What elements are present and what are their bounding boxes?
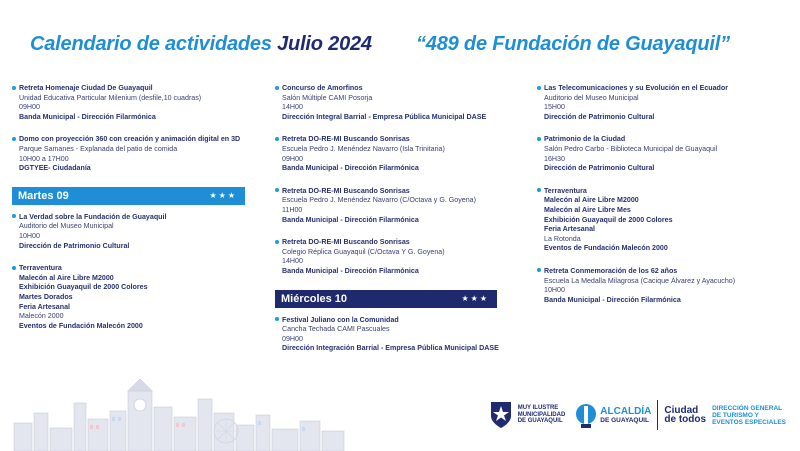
event-activity: Martes Dorados (19, 292, 73, 301)
dir-line: DIRECCIÓN GENERAL (712, 404, 783, 412)
event-item (12, 264, 270, 331)
dir-line: EVENTOS ESPECIALES (712, 418, 786, 426)
bullet-icon (537, 268, 541, 272)
event-location: Salón Pedro Carbo - Biblioteca Municipal de Guayaquil (544, 144, 718, 153)
footer-logos (478, 393, 786, 437)
event-title: Concurso de Amorfinos (282, 84, 363, 92)
event-title: Las Telecomunicaciones y su Evolución en el Ecuador (544, 84, 728, 92)
event-time: 10H00 (19, 231, 40, 240)
alcaldia-logo (575, 400, 706, 430)
event-location: Parque Samanes - Explanada del patio de comida (19, 144, 178, 153)
event-organizer: DGTYEE- Ciudadanía (19, 164, 91, 173)
direccion-turismo-text (712, 405, 786, 426)
event-activity: Exhibición Guayaquil de 2000 Colores (19, 283, 148, 292)
dir-line: DE TURISMO Y (712, 411, 759, 419)
event-organizer: Banda Municipal - Dirección Filarmónica (282, 164, 419, 173)
event-title: Terraventura (19, 264, 62, 273)
event-location: Escuela Pedro J. Menéndez Navarro (Isla Trinitaria) (282, 144, 445, 153)
column-3 (537, 84, 795, 318)
event-title: Domo con proyección 360 con creación y animación digital en 3D (19, 135, 241, 144)
event-title: Patrimonio de la Ciudad (544, 135, 626, 144)
event-activity: Feria Artesanal (19, 302, 70, 311)
event-activity: Malecón al Aire Libre M2000 (19, 273, 114, 282)
bullet-icon (275, 240, 279, 244)
event-time: 14H00 (282, 257, 303, 266)
event-time: 09H00 (19, 103, 40, 112)
day-label: Miércoles 10 (281, 292, 348, 305)
event-location: Cancha Techada CAMI Pascuales (282, 325, 390, 334)
event-activity: Malecón al Aire Libre Mes (544, 205, 631, 214)
event-item (275, 84, 533, 122)
event-time: 16H30 (544, 154, 565, 163)
event-organizer: Dirección de Patrimonio Cultural (544, 164, 655, 173)
bullet-icon (537, 137, 541, 141)
event-item (275, 187, 533, 225)
event-organizer: Dirección de Patrimonio Cultural (544, 112, 655, 121)
page-subtitle: “489 de Fundación de Guayaquil” (416, 33, 730, 55)
city-skyline-illustration (0, 373, 350, 451)
municipalidad-text (518, 405, 566, 425)
event-title: Festival Juliano con la Comunidad (282, 315, 399, 324)
event-item (275, 135, 533, 173)
event-activity: Malecón al Aire Libre M2000 (544, 196, 639, 205)
event-title: Terraventura (544, 186, 587, 195)
bullet-icon (275, 86, 279, 90)
alcaldia-subtitle: DE GUAYAQUIL (600, 416, 649, 424)
event-location: Unidad Educativa Particular Milenium (desfile,10 cuadras) (19, 93, 202, 102)
event-location: Malecón 2000 (19, 312, 64, 321)
event-item (12, 135, 270, 173)
event-title: Retreta DO-RE-MI Buscando Sonrisas (282, 238, 410, 247)
column-2 (275, 84, 533, 367)
event-item (275, 238, 533, 276)
event-time: 14H00 (282, 103, 303, 112)
event-location: La Rotonda (544, 234, 581, 243)
ciudad-line: de todos (664, 414, 707, 425)
event-location: Auditorio del Museo Municipal (544, 93, 639, 102)
bullet-icon (537, 188, 541, 192)
page-title (30, 33, 372, 56)
event-title: La Verdad sobre la Fundación de Guayaquil (19, 212, 167, 221)
event-time: 10H00 a 17H00 (19, 154, 69, 163)
event-location: Colegio Réplica Guayaquil (C/Octava Y G. Goyena) (282, 247, 445, 256)
event-organizer: Banda Municipal - Dirección Filarmónica (282, 215, 419, 224)
bullet-icon (12, 86, 16, 90)
event-title: Retreta DO-RE-MI Buscando Sonrisas (282, 186, 410, 195)
bullet-icon (275, 317, 279, 321)
municipalidad-logo (488, 400, 566, 430)
muni-line: DE GUAYAQUIL (517, 418, 563, 425)
event-organizer: Dirección Integración Barrial - Empresa Pública Municipal DASE (282, 344, 499, 353)
event-time: 10H00 (544, 286, 565, 295)
event-organizer: Banda Municipal - Dirección Filarmónica (544, 295, 681, 304)
event-time: 11H00 (282, 205, 303, 214)
event-time: 15H00 (544, 103, 565, 112)
event-time: 09H00 (282, 334, 303, 343)
event-item (537, 84, 795, 122)
event-organizer: Dirección Integral Barrial - Empresa Pública Municipal DASE (282, 112, 487, 121)
alcaldia-text (600, 407, 651, 424)
event-organizer: Banda Municipal - Dirección Filarmónica (282, 266, 419, 275)
event-item (537, 135, 795, 173)
bullet-icon (12, 266, 16, 270)
event-organizer: Dirección de Patrimonio Cultural (19, 241, 130, 250)
event-organizer: Eventos de Fundación Malecón 2000 (19, 321, 143, 330)
star-icons: ★★★ (461, 293, 489, 303)
bullet-icon (12, 137, 16, 141)
event-item (12, 84, 270, 122)
bullet-icon (275, 137, 279, 141)
day-label: Martes 09 (18, 189, 69, 202)
alcaldia-title: ALCALDÍA (600, 405, 652, 417)
muni-line: MUNICIPALIDAD (517, 411, 566, 418)
muni-line: MUY ILUSTRE (517, 405, 559, 412)
event-location: Auditorio del Museo Municipal (19, 222, 114, 231)
event-organizer: Banda Municipal - Dirección Filarmónica (19, 112, 156, 121)
event-item (12, 213, 270, 251)
bullet-icon (12, 214, 16, 218)
event-title: Retreta Homenaje Ciudad De Guayaquil (19, 84, 153, 92)
event-title: Retreta DO-RE-MI Buscando Sonrisas (282, 135, 410, 144)
ciudad-de-todos-logo (664, 406, 706, 424)
event-time: 09H00 (282, 154, 303, 163)
star-icons: ★★★ (209, 190, 237, 200)
event-location: Escuela Pedro J. Menéndez Navarro (C/Octava y G. Goyena) (282, 196, 476, 205)
event-organizer: Eventos de Fundación Malecón 2000 (544, 244, 668, 253)
bullet-icon (537, 86, 541, 90)
event-item (537, 267, 795, 305)
bullet-icon (275, 188, 279, 192)
title-main: Calendario de actividades (30, 33, 272, 55)
event-location: Escuela La Medalla Milagrosa (Cacique Álvarez y Ayacucho) (544, 276, 736, 285)
shield-icon (488, 400, 514, 430)
event-item (275, 316, 533, 354)
event-location: Salón Múltiple CAMI Posorja (282, 93, 373, 102)
day-header-miercoles (275, 290, 497, 308)
title-month: Julio 2024 (277, 33, 372, 55)
event-activity: Exhibición Guayaquil de 2000 Colores (544, 215, 673, 224)
divider (657, 400, 658, 430)
event-title: Retreta Conmemoración de los 62 años (544, 266, 678, 275)
event-item (537, 187, 795, 254)
ciudad-line: Ciudad (664, 405, 699, 416)
column-1 (12, 84, 270, 344)
lighthouse-icon (575, 400, 597, 430)
event-activity: Feria Artesanal (544, 225, 595, 234)
day-header-martes (12, 187, 245, 205)
